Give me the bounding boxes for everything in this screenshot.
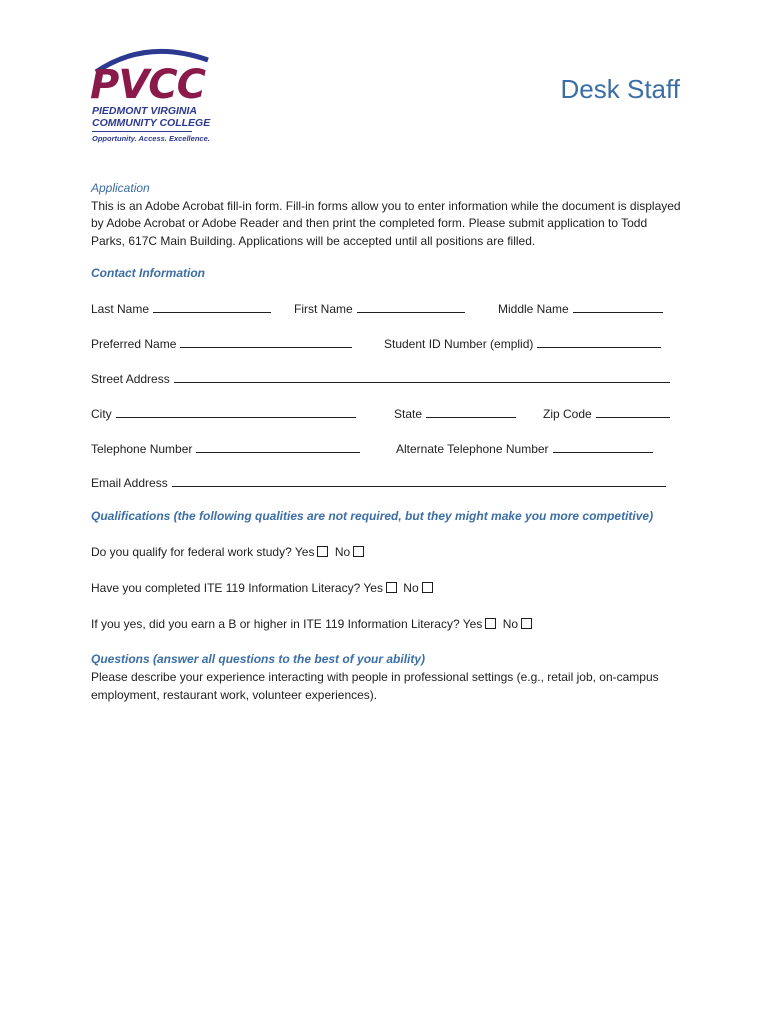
qualifications-heading: Qualifications (the following qualities are not required, but they might make you more competitive) bbox=[91, 509, 654, 523]
logo-divider bbox=[92, 131, 192, 132]
no-label: No bbox=[403, 581, 419, 595]
preferred-name-input[interactable] bbox=[180, 335, 352, 348]
application-heading: Application bbox=[91, 181, 150, 195]
telephone-field[interactable] bbox=[91, 440, 360, 456]
state-field[interactable] bbox=[394, 405, 516, 421]
yes-label: Yes bbox=[363, 581, 383, 595]
first-name-label: First Name bbox=[294, 302, 353, 316]
street-address-field[interactable] bbox=[91, 370, 670, 386]
ite119-grade-no-checkbox[interactable] bbox=[521, 618, 532, 629]
zip-label: Zip Code bbox=[543, 407, 592, 421]
last-name-label: Last Name bbox=[91, 302, 150, 316]
city-input[interactable] bbox=[116, 405, 356, 418]
street-address-label: Street Address bbox=[91, 372, 170, 386]
telephone-row bbox=[91, 440, 674, 458]
middle-name-field[interactable] bbox=[498, 300, 663, 316]
city-field[interactable] bbox=[91, 405, 356, 421]
ite119-grade-question bbox=[91, 617, 535, 631]
logo-line-2: COMMUNITY COLLEGE bbox=[92, 117, 211, 129]
work-study-label: Do you qualify for federal work study? bbox=[91, 545, 292, 559]
work-study-question bbox=[91, 545, 367, 559]
city-row bbox=[91, 405, 674, 423]
alt-telephone-input[interactable] bbox=[553, 440, 653, 453]
telephone-label: Telephone Number bbox=[91, 442, 193, 456]
logo-tagline: Opportunity. Access. Excellence. bbox=[92, 134, 210, 143]
alt-telephone-field[interactable] bbox=[396, 440, 653, 456]
logo-wordmark: PVCC bbox=[90, 62, 205, 108]
application-section bbox=[91, 180, 681, 250]
student-id-field[interactable] bbox=[384, 335, 661, 351]
no-label: No bbox=[502, 617, 519, 631]
application-text: This is an Adobe Acrobat fill-in form. Fill-in forms allow you to enter information while the document is displayed by Adobe Acrobat or Adobe Reader and then print the completed form. Please submit application to Todd Parks, 617C Main Building. Applications will be accepted until all positions are filled. bbox=[91, 198, 681, 248]
questions-heading: Questions (answer all questions to the best of your ability) bbox=[91, 652, 426, 666]
email-input[interactable] bbox=[172, 474, 666, 487]
ite119-no-checkbox[interactable] bbox=[422, 582, 433, 593]
last-name-field[interactable] bbox=[91, 300, 271, 316]
preferred-name-label: Preferred Name bbox=[91, 337, 177, 351]
ite119-label: Have you completed ITE 119 Information Literacy? bbox=[91, 581, 361, 595]
telephone-input[interactable] bbox=[196, 440, 360, 453]
name-row bbox=[91, 300, 674, 318]
first-name-input[interactable] bbox=[357, 300, 465, 313]
city-label: City bbox=[91, 407, 112, 421]
first-name-field[interactable] bbox=[294, 300, 465, 316]
yes-label: Yes bbox=[294, 545, 315, 559]
state-input[interactable] bbox=[426, 405, 516, 418]
college-logo bbox=[86, 44, 216, 148]
alt-telephone-label: Alternate Telephone Number bbox=[396, 442, 549, 456]
experience-question: Please describe your experience interacting with people in professional settings (e.g., retail job, on-campus employment, restaurant work, volunteer experiences). bbox=[91, 670, 659, 702]
ite119-question bbox=[91, 581, 436, 595]
work-study-yes-checkbox[interactable] bbox=[317, 546, 328, 557]
zip-field[interactable] bbox=[543, 405, 670, 421]
no-label: No bbox=[334, 545, 351, 559]
page-title: Desk Staff bbox=[560, 74, 680, 104]
middle-name-input[interactable] bbox=[573, 300, 663, 313]
street-address-input[interactable] bbox=[174, 370, 670, 383]
street-row bbox=[91, 370, 674, 388]
work-study-no-checkbox[interactable] bbox=[353, 546, 364, 557]
email-row bbox=[91, 474, 674, 492]
student-id-label: Student ID Number (emplid) bbox=[384, 337, 534, 351]
preferred-row bbox=[91, 335, 674, 353]
ite119-yes-checkbox[interactable] bbox=[386, 582, 397, 593]
contact-heading: Contact Information bbox=[91, 266, 205, 280]
zip-input[interactable] bbox=[596, 405, 670, 418]
yes-label: Yes bbox=[462, 617, 483, 631]
student-id-input[interactable] bbox=[537, 335, 661, 348]
state-label: State bbox=[394, 407, 423, 421]
middle-name-label: Middle Name bbox=[498, 302, 569, 316]
email-field[interactable] bbox=[91, 474, 666, 490]
ite119-grade-label: If you yes, did you earn a B or higher in ITE 119 Information Literacy? bbox=[91, 617, 460, 631]
preferred-name-field[interactable] bbox=[91, 335, 352, 351]
last-name-input[interactable] bbox=[153, 300, 271, 313]
logo-line-1: PIEDMONT VIRGINIA bbox=[92, 105, 198, 117]
ite119-grade-yes-checkbox[interactable] bbox=[485, 618, 496, 629]
email-label: Email Address bbox=[91, 476, 168, 490]
